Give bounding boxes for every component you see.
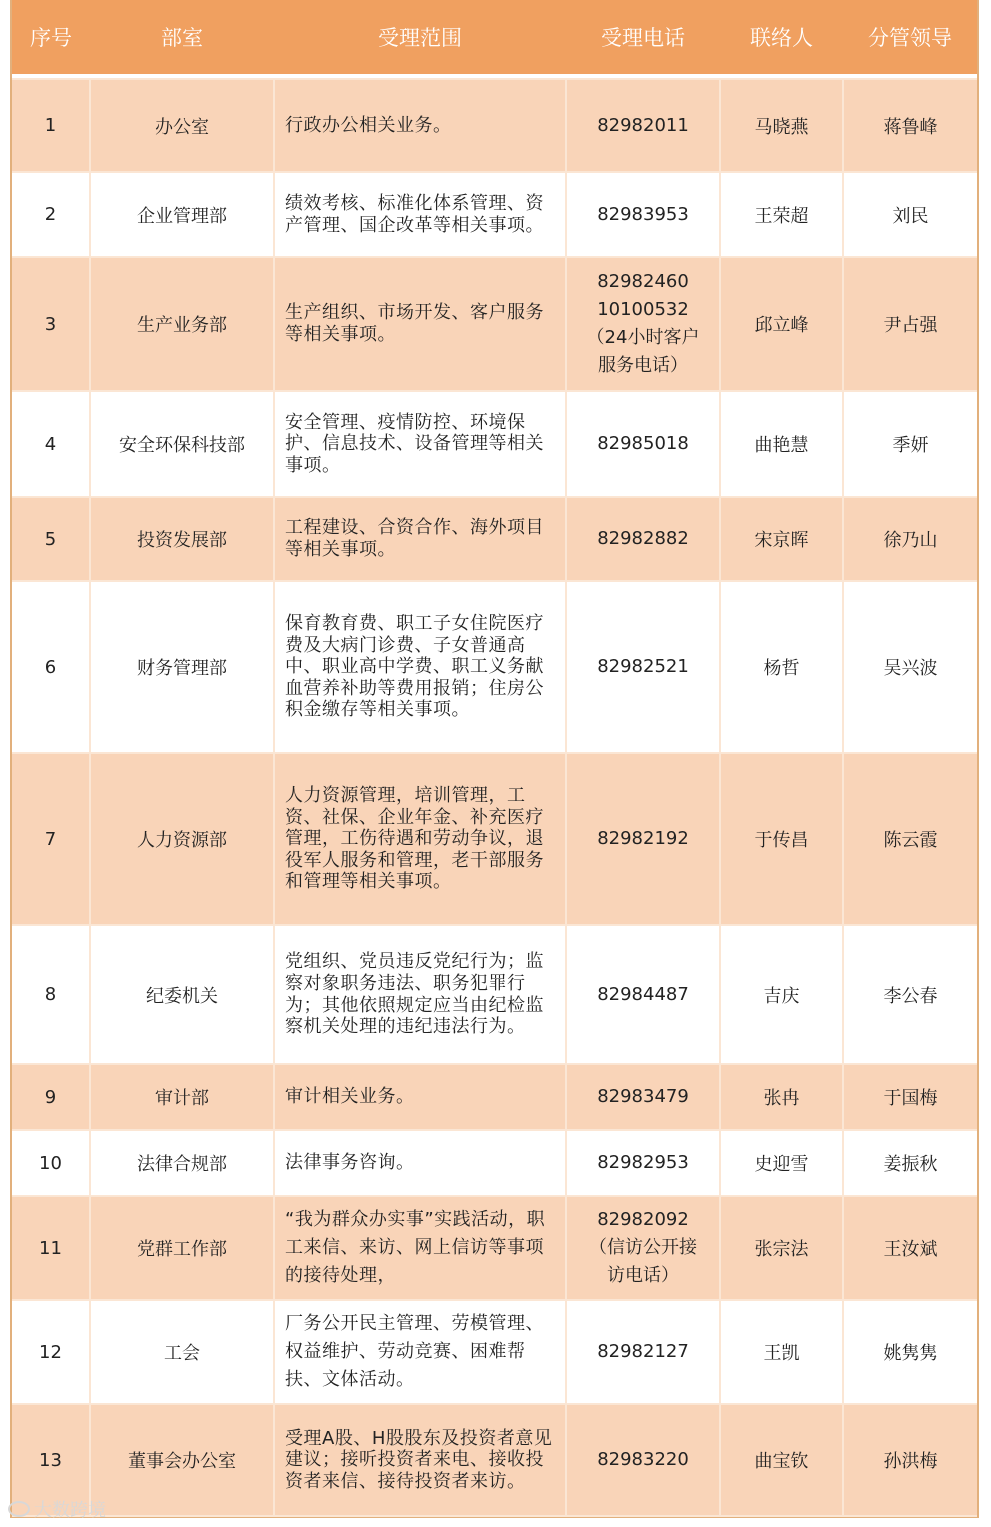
table-row: [12, 581, 977, 753]
table-row: [12, 1130, 977, 1196]
row-no: 4: [12, 391, 90, 497]
row-leader: 王汝斌: [843, 1196, 977, 1300]
row-scope: “我为群众办实事”实践活动，职工来信、来访、网上信访等事项的接待处理，: [274, 1196, 566, 1300]
row-dept: 安全环保科技部: [90, 391, 274, 497]
row-dept: 董事会办公室: [90, 1404, 274, 1516]
table-row: [12, 753, 977, 925]
row-dept: 工会: [90, 1300, 274, 1404]
row-no: 5: [12, 497, 90, 581]
row-scope: 保育教育费、职工子女住院医疗费及大病门诊费、子女普通高中、职业高中学费、职工义务献血营养补助等费用报销；住房公积金缴存等相关事项。: [274, 581, 566, 753]
row-leader: 徐乃山: [843, 497, 977, 581]
row-dept: 法律合规部: [90, 1130, 274, 1196]
header-phone: 受理电话: [601, 26, 685, 50]
row-no: 11: [12, 1196, 90, 1300]
row-dept: 审计部: [90, 1064, 274, 1130]
row-dept: 党群工作部: [90, 1196, 274, 1300]
row-scope: 法律事务咨询。: [274, 1130, 566, 1196]
row-scope: 审计相关业务。: [274, 1064, 566, 1130]
table-row: [12, 1196, 977, 1300]
row-contact: 王凯: [720, 1300, 843, 1404]
phone-text: 82982460 10100532 （24小时客户服务电话）: [586, 271, 700, 376]
phone-text: 82982092 （信访公开接访电话）: [589, 1209, 697, 1286]
row-contact: 宋京晖: [720, 497, 843, 581]
row-contact: 吉庆: [720, 925, 843, 1064]
header-contact: 联络人: [750, 26, 813, 50]
row-contact: 张宗法: [720, 1196, 843, 1300]
table-row: [12, 1064, 977, 1130]
table-row: [12, 257, 977, 391]
row-no: 8: [12, 925, 90, 1064]
row-leader: 蒋鲁峰: [843, 79, 977, 172]
table-frame: [10, 0, 979, 1518]
row-leader: 吴兴波: [843, 581, 977, 753]
row-leader: 李公春: [843, 925, 977, 1064]
header-leader: 分管领导: [868, 26, 952, 50]
row-scope: 绩效考核、标准化体系管理、资产管理、国企改革等相关事项。: [274, 172, 566, 257]
row-contact: 杨哲: [720, 581, 843, 753]
header-scope: 受理范围: [378, 26, 462, 50]
table-body: [12, 78, 977, 1517]
row-dept: 投资发展部: [90, 497, 274, 581]
row-phone: 82983220: [566, 1404, 720, 1516]
row-dept: 生产业务部: [90, 257, 274, 391]
row-dept: 办公室: [90, 79, 274, 172]
row-no: 7: [12, 753, 90, 925]
row-no: 3: [12, 257, 90, 391]
row-leader: 孙洪梅: [843, 1404, 977, 1516]
header-dept: 部室: [161, 26, 203, 50]
row-contact: 于传昌: [720, 753, 843, 925]
row-phone: 82982011: [566, 79, 720, 172]
row-leader: 刘民: [843, 172, 977, 257]
department-table: [12, 78, 977, 1517]
row-scope: 人力资源管理，培训管理，工资、社保、企业年金、补充医疗管理，工伤待遇和劳动争议，退役军人服务和管理，老干部服务和管理等相关事项。: [274, 753, 566, 925]
row-no: 12: [12, 1300, 90, 1404]
row-phone: 82983479: [566, 1064, 720, 1130]
row-phone: 82982882: [566, 497, 720, 581]
row-contact: 曲宝钦: [720, 1404, 843, 1516]
table-row: [12, 497, 977, 581]
row-phone: 82982127: [566, 1300, 720, 1404]
row-contact: 史迎雪: [720, 1130, 843, 1196]
cloud-logo-icon: [8, 1501, 30, 1517]
row-scope: 受理A股、H股股东及投资者意见建议；接听投资者来电、接收投资者来信、接待投资者来访。: [274, 1404, 566, 1516]
table-row: [12, 79, 977, 172]
row-scope: 工程建设、合资合作、海外项目等相关事项。: [274, 497, 566, 581]
watermark-text: 大数跨境: [34, 1500, 106, 1521]
row-phone: [566, 257, 720, 391]
row-contact: 马晓燕: [720, 79, 843, 172]
row-contact: 邱立峰: [720, 257, 843, 391]
row-phone: [566, 1196, 720, 1300]
row-leader: 尹占强: [843, 257, 977, 391]
row-phone: 82982192: [566, 753, 720, 925]
row-leader: 姜振秋: [843, 1130, 977, 1196]
row-no: 2: [12, 172, 90, 257]
watermark: [8, 1496, 106, 1522]
row-dept: 企业管理部: [90, 172, 274, 257]
row-scope: 党组织、党员违反党纪行为；监察对象职务违法、职务犯罪行为；其他依照规定应当由纪检监察机关处理的违纪违法行为。: [274, 925, 566, 1064]
table-row: [12, 925, 977, 1064]
row-contact: 张冉: [720, 1064, 843, 1130]
table-row: [12, 172, 977, 257]
row-phone: 82983953: [566, 172, 720, 257]
row-dept: 财务管理部: [90, 581, 274, 753]
row-contact: 曲艳慧: [720, 391, 843, 497]
row-scope: 生产组织、市场开发、客户服务等相关事项。: [274, 257, 566, 391]
row-scope: 厂务公开民主管理、劳模管理、权益维护、劳动竞赛、困难帮扶、文体活动。: [274, 1300, 566, 1404]
table-header: [12, 0, 977, 74]
table-row: [12, 391, 977, 497]
row-dept: 纪委机关: [90, 925, 274, 1064]
row-scope: 安全管理、疫情防控、环境保护、信息技术、设备管理等相关事项。: [274, 391, 566, 497]
row-leader: 于国梅: [843, 1064, 977, 1130]
row-phone: 82982953: [566, 1130, 720, 1196]
row-no: 6: [12, 581, 90, 753]
row-leader: 季妍: [843, 391, 977, 497]
table-row: [12, 1300, 977, 1404]
row-leader: 姚隽隽: [843, 1300, 977, 1404]
row-phone: 82984487: [566, 925, 720, 1064]
row-no: 10: [12, 1130, 90, 1196]
table-row: [12, 1404, 977, 1516]
row-no: 13: [12, 1404, 90, 1516]
row-phone: 82985018: [566, 391, 720, 497]
row-dept: 人力资源部: [90, 753, 274, 925]
row-contact: 王荣超: [720, 172, 843, 257]
row-no: 9: [12, 1064, 90, 1130]
row-leader: 陈云霞: [843, 753, 977, 925]
row-scope: 行政办公相关业务。: [274, 79, 566, 172]
header-no: 序号: [30, 26, 72, 50]
row-phone: 82982521: [566, 581, 720, 753]
row-no: 1: [12, 79, 90, 172]
